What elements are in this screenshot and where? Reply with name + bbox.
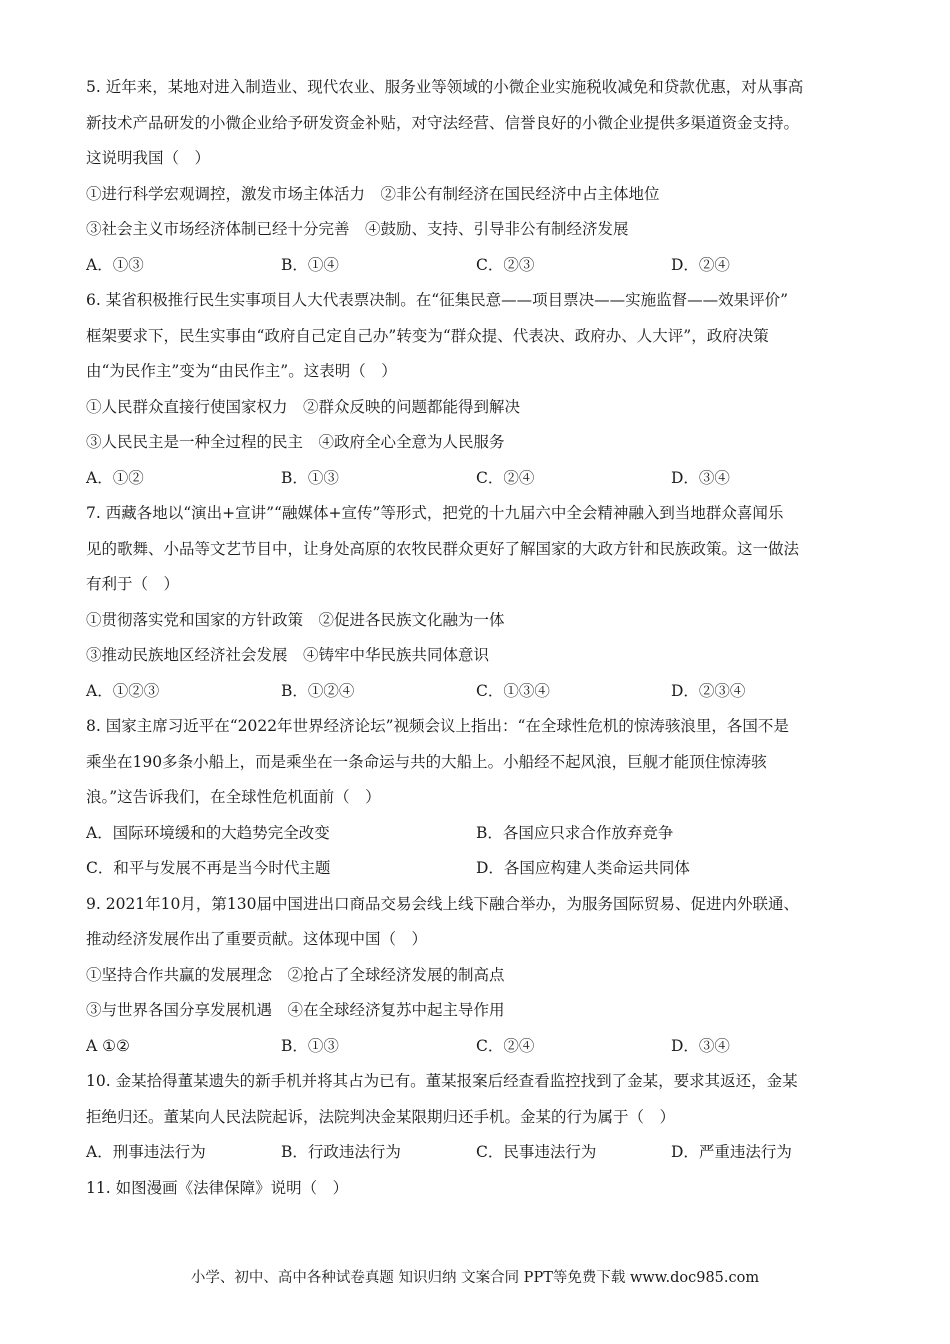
answer-options xyxy=(86,1029,876,1065)
option-a: A．①② xyxy=(86,468,144,487)
option-a: A ①② xyxy=(86,1036,130,1055)
option-d: D．③④ xyxy=(671,1036,730,1055)
question-text-line: 5. 近年来，某地对进入制造业、现代农业、服务业等领域的小微企业实施税收减免和贷款优惠，对从事高 xyxy=(86,78,804,96)
option-d: D．②④ xyxy=(671,255,730,274)
option-a: A．①②③ xyxy=(86,681,160,700)
question-text-line: 浪。”这告诉我们，在全球性危机面前（ ） xyxy=(86,788,381,806)
question-text-line: 框架要求下，民生实事由“政府自己定自己办”转变为“群众提、代表决、政府办、人大评”，政府决策 xyxy=(86,326,769,345)
statement-line: ③与世界各国分享发展机遇 ④在全球经济复苏中起主导作用 xyxy=(86,1001,505,1019)
option-b: B．①③ xyxy=(281,1036,339,1055)
statement-line: ③推动民族地区经济社会发展 ④铸牢中华民族共同体意识 xyxy=(86,646,490,664)
question-text-line: 10. 金某拾得董某遗失的新手机并将其占为已有。董某报案后经查看监控找到了金某，要求其返还，金某 xyxy=(86,1072,798,1090)
answer-options xyxy=(86,674,876,710)
option-b: B．①③ xyxy=(281,468,339,487)
option-b: B．①②④ xyxy=(281,681,355,700)
question-text-line: 8. 国家主席习近平在“2022年世界经济论坛”视频会议上指出：“在全球性危机的惊涛骇浪里，各国不是 xyxy=(86,717,789,735)
answer-options xyxy=(86,851,876,887)
statement-line: ①人民群众直接行使国家权力 ②群众反映的问题都能得到解决 xyxy=(86,397,521,416)
statement-line: ①进行科学宏观调控，激发市场主体活力 ②非公有制经济在国民经济中占主体地位 xyxy=(86,184,660,203)
question-text-line: 这说明我国（ ） xyxy=(86,149,211,167)
question-10 xyxy=(86,1064,876,1171)
option-d: D．③④ xyxy=(671,468,730,487)
question-text-line: 7. 西藏各地以“演出+宣讲”“融媒体+宣传”等形式，把党的十九届六中全会精神融入到当地群众喜闻乐 xyxy=(86,504,784,522)
question-8 xyxy=(86,709,876,887)
option-c: C．②④ xyxy=(476,1036,535,1055)
option-b: B．各国应只求合作放弃竞争 xyxy=(476,823,674,842)
question-text-line: 拒绝归还。董某向人民法院起诉，法院判决金某限期归还手机。金某的行为属于（ ） xyxy=(86,1107,676,1126)
option-b: B．①④ xyxy=(281,255,339,274)
answer-options xyxy=(86,461,876,497)
question-text-line: 9. 2021年10月，第130届中国进出口商品交易会线上线下融合举办，为服务国际贸易、促进内外联通、 xyxy=(86,894,799,913)
option-b: B．行政违法行为 xyxy=(281,1143,401,1161)
question-5 xyxy=(86,70,876,283)
question-text-line: 有利于（ ） xyxy=(86,575,180,593)
option-c: C．①③④ xyxy=(476,681,550,700)
page-footer: 小学、初中、高中各种试卷真题 知识归纳 文案合同 PPT等免费下载 www.doc985.com xyxy=(190,1270,760,1286)
question-11 xyxy=(86,1171,876,1207)
answer-options xyxy=(86,1135,876,1171)
statement-line: ③社会主义市场经济体制已经十分完善 ④鼓励、支持、引导非公有制经济发展 xyxy=(86,220,629,238)
answer-options xyxy=(86,816,876,852)
statement-line: ①坚持合作共赢的发展理念 ②抢占了全球经济发展的制高点 xyxy=(86,965,505,984)
question-text-line: 乘坐在190多条小船上，而是乘坐在一条命运与共的大船上。小船经不起风浪，巨舰才能顶住惊涛骇 xyxy=(86,752,767,771)
question-6 xyxy=(86,283,876,496)
option-a: A．国际环境缓和的大趋势完全改变 xyxy=(86,823,330,842)
option-a: A．刑事违法行为 xyxy=(86,1143,206,1161)
option-d: D．各国应构建人类命运共同体 xyxy=(476,859,690,877)
option-c: C．②④ xyxy=(476,468,535,487)
option-a: A．①③ xyxy=(86,255,144,274)
option-d: D．严重违法行为 xyxy=(671,1143,792,1161)
question-text-line: 推动经济发展作出了重要贡献。这体现中国（ ） xyxy=(86,930,428,948)
exam-page xyxy=(86,70,876,1206)
statement-line: ③人民民主是一种全过程的民主 ④政府全心全意为人民服务 xyxy=(86,433,505,451)
question-text-line: 6. 某省积极推行民生实事项目人大代表票决制。在“征集民意——项目票决——实施监督——效果评价” xyxy=(86,291,789,309)
question-text-line: 11. 如图漫画《法律保障》说明（ ） xyxy=(86,1178,349,1197)
option-c: C．民事违法行为 xyxy=(476,1143,597,1161)
answer-options xyxy=(86,248,876,284)
option-c: C．②③ xyxy=(476,255,535,274)
question-text-line: 新技术产品研发的小微企业给予研发资金补贴，对守法经营、信誉良好的小微企业提供多渠道资金支持。 xyxy=(86,113,800,132)
question-9 xyxy=(86,887,876,1065)
statement-line: ①贯彻落实党和国家的方针政策 ②促进各民族文化融为一体 xyxy=(86,610,505,629)
question-text-line: 由“为民作主”变为“由民作主”。这表明（ ） xyxy=(86,362,397,380)
question-7 xyxy=(86,496,876,709)
option-c: C．和平与发展不再是当今时代主题 xyxy=(86,859,331,877)
question-text-line: 见的歌舞、小品等文艺节目中，让身处高原的农牧民群众更好了解国家的大政方针和民族政策。这一做法 xyxy=(86,539,800,558)
option-d: D．②③④ xyxy=(671,681,746,700)
